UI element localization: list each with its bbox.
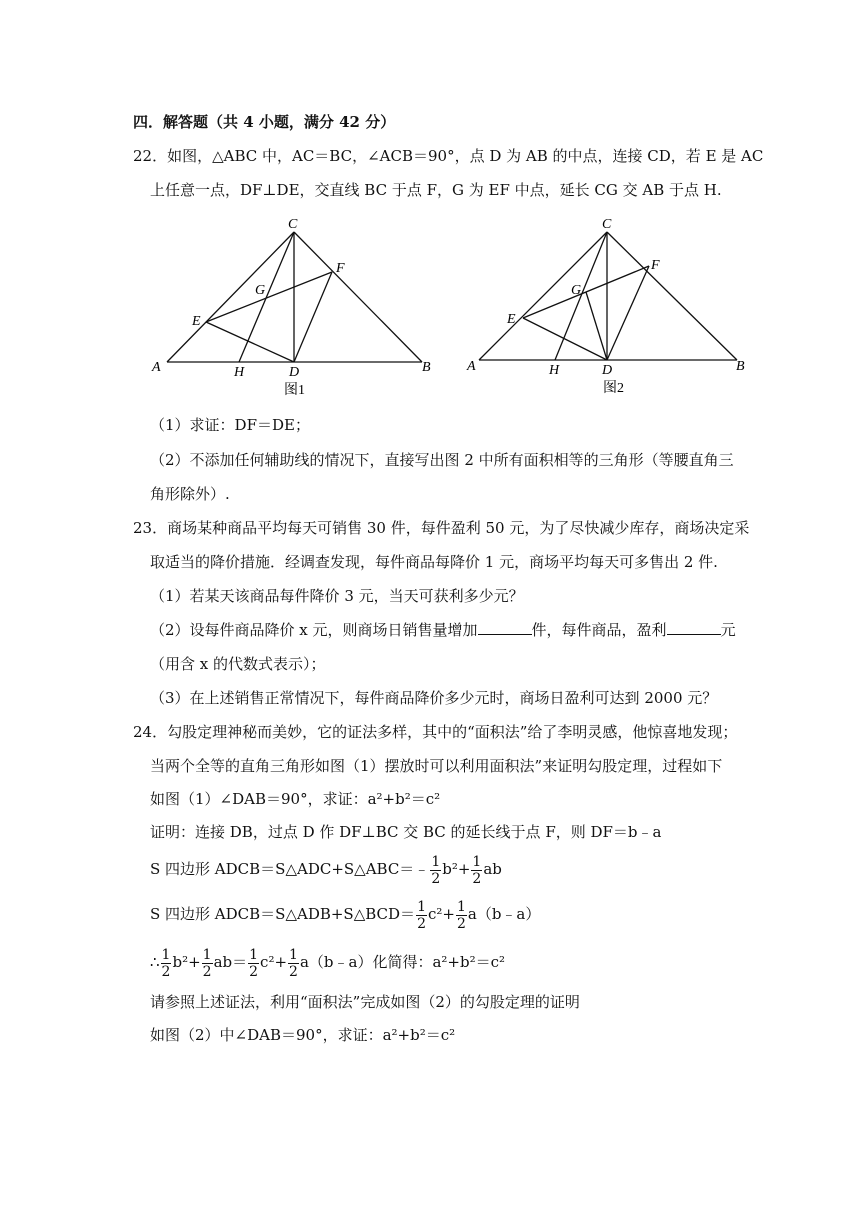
eq3-therefore: ∴	[150, 953, 160, 971]
segment-ac	[167, 232, 294, 362]
segment-gd	[586, 292, 607, 360]
label-e: E	[507, 312, 516, 327]
answer-blank-1[interactable]	[478, 620, 532, 635]
segment-de	[206, 322, 294, 362]
q22-part1: （1）求证：DF＝DE；	[150, 416, 310, 434]
eq3-term2: ab＝	[213, 953, 248, 971]
label-a: A	[467, 359, 476, 374]
label-e: E	[192, 314, 201, 329]
q23-line2: 取适当的降价措施．经调查发现，每件商品每降价 1 元，商场平均每天可多售出 2 件.	[150, 553, 718, 571]
figure-1	[150, 214, 440, 404]
fraction-numerator: 1	[202, 946, 212, 963]
q23-part1: （1）若某天该商品每件降价 3 元，当天可获利多少元？	[150, 587, 524, 605]
fraction-numerator: 1	[161, 946, 171, 963]
label-d: D	[289, 365, 300, 380]
figure-2-caption: 图2	[603, 381, 624, 396]
q22-part2-line2: 角形除外）.	[150, 485, 230, 503]
eq3-term3: c²+	[260, 953, 288, 971]
fraction-numerator: 1	[431, 853, 441, 870]
label-g: G	[571, 283, 582, 298]
q24-line5: 请参照上述证法，利用“面积法”完成如图（2）的勾股定理的证明	[150, 993, 580, 1011]
eq2-left: S 四边形 ADCB＝S△ADB+S△BCD＝	[150, 905, 416, 923]
label-f: F	[651, 258, 660, 273]
fraction-numerator: 1	[456, 898, 466, 915]
segment-bc	[607, 232, 737, 360]
label-h: H	[234, 365, 245, 380]
label-c: C	[602, 217, 612, 232]
fraction-half	[202, 947, 213, 980]
label-f: F	[336, 261, 345, 276]
label-c: C	[288, 217, 298, 232]
eq1-term2: ab	[483, 860, 502, 878]
fraction-numerator: 1	[417, 898, 426, 915]
fraction-half	[416, 899, 427, 932]
eq3-term1: b²+	[172, 953, 201, 971]
q23-line1: 23．商场某种商品平均每天可销售 30 件，每件盈利 50 元，为了尽快减少库存，商场决定采	[133, 519, 750, 537]
eq1-term1: b²+	[442, 860, 471, 878]
eq2-term1: c²+	[427, 905, 455, 923]
fraction-half	[456, 899, 467, 932]
label-b: B	[736, 359, 745, 374]
segment-ef	[206, 272, 332, 322]
q22-line2: 上任意一点，DF⊥DE，交直线 BC 于点 F，G 为 EF 中点，延长 CG 交 AB 于点 H.	[150, 181, 722, 199]
fraction-numerator: 1	[249, 946, 259, 963]
label-a: A	[152, 360, 161, 375]
q24-equation-1	[150, 852, 502, 887]
q23-part2-text-a: （2）设每件商品降价 x 元，则商场日销售量增加	[150, 621, 478, 639]
eq2-term2: a（b﹣a）	[467, 905, 541, 923]
eq3-term4: a（b﹣a）化简得：a²+b²＝c²	[299, 953, 505, 971]
segment-bc	[294, 232, 422, 362]
q24-line6: 如图（2）中∠DAB＝90°，求证：a²+b²＝c²	[150, 1026, 456, 1044]
answer-blank-2[interactable]	[667, 620, 721, 635]
fraction-half	[248, 947, 259, 980]
q24-line1: 24．勾股定理神秘而美妙，它的证法多样，其中的“面积法”给了李明灵感，他惊喜地发现；	[133, 723, 738, 741]
q23-part2	[150, 620, 736, 640]
q22-part2-line1: （2）不添加任何辅助线的情况下，直接写出图 2 中所有面积相等的三角形（等腰直角三	[150, 451, 734, 469]
fraction-numerator: 1	[472, 853, 482, 870]
eq1-left: S 四边形 ADCB＝S△ADC+S△ABC＝﹣	[150, 860, 430, 878]
label-d: D	[602, 363, 613, 378]
q23-part2-note: （用含 x 的代数式表示）；	[150, 655, 326, 673]
q24-line3: 如图（1）∠DAB＝90°，求证：a²+b²＝c²	[150, 790, 441, 808]
q24-equation-2	[150, 897, 540, 932]
figure-1-caption: 图1	[284, 383, 305, 398]
q24-line4: 证明：连接 DB，过点 D 作 DF⊥BC 交 BC 的延长线于点 F，则 DF＝b﹣a	[150, 823, 662, 841]
fraction-denominator: 2	[472, 870, 482, 887]
q24-equation-3	[150, 945, 505, 980]
label-g: G	[255, 283, 266, 298]
fraction-denominator: 2	[161, 963, 171, 980]
section-title: 四．解答题（共 4 小题，满分 42 分）	[133, 113, 396, 131]
label-h: H	[549, 363, 560, 378]
q22-line1: 22．如图，△ABC 中，AC＝BC，∠ACB＝90°，点 D 为 AB 的中点，连接 CD，若 E 是 AC	[133, 147, 764, 165]
fraction-half	[161, 947, 172, 980]
segment-ch	[239, 232, 294, 362]
fraction-denominator: 2	[249, 963, 259, 980]
fraction-half	[430, 854, 441, 887]
fraction-denominator: 2	[202, 963, 212, 980]
fraction-denominator: 2	[289, 963, 298, 980]
fraction-denominator: 2	[456, 915, 466, 932]
fraction-numerator: 1	[289, 946, 298, 963]
fraction-half	[471, 854, 482, 887]
fraction-half	[288, 947, 299, 980]
fraction-denominator: 2	[431, 870, 441, 887]
figure-2	[465, 214, 755, 404]
q23-part2-text-b: 件，每件商品，盈利	[531, 621, 667, 639]
label-b: B	[422, 360, 431, 375]
q23-part3: （3）在上述销售正常情况下，每件商品降价多少元时，商场日盈利可达到 2000 元？	[150, 689, 718, 707]
segment-de	[523, 318, 607, 360]
q23-part2-text-c: 元	[720, 621, 736, 639]
q24-line2: 当两个全等的直角三角形如图（1）摆放时可以利用面积法”来证明勾股定理，过程如下	[150, 757, 723, 775]
fraction-denominator: 2	[417, 915, 426, 932]
